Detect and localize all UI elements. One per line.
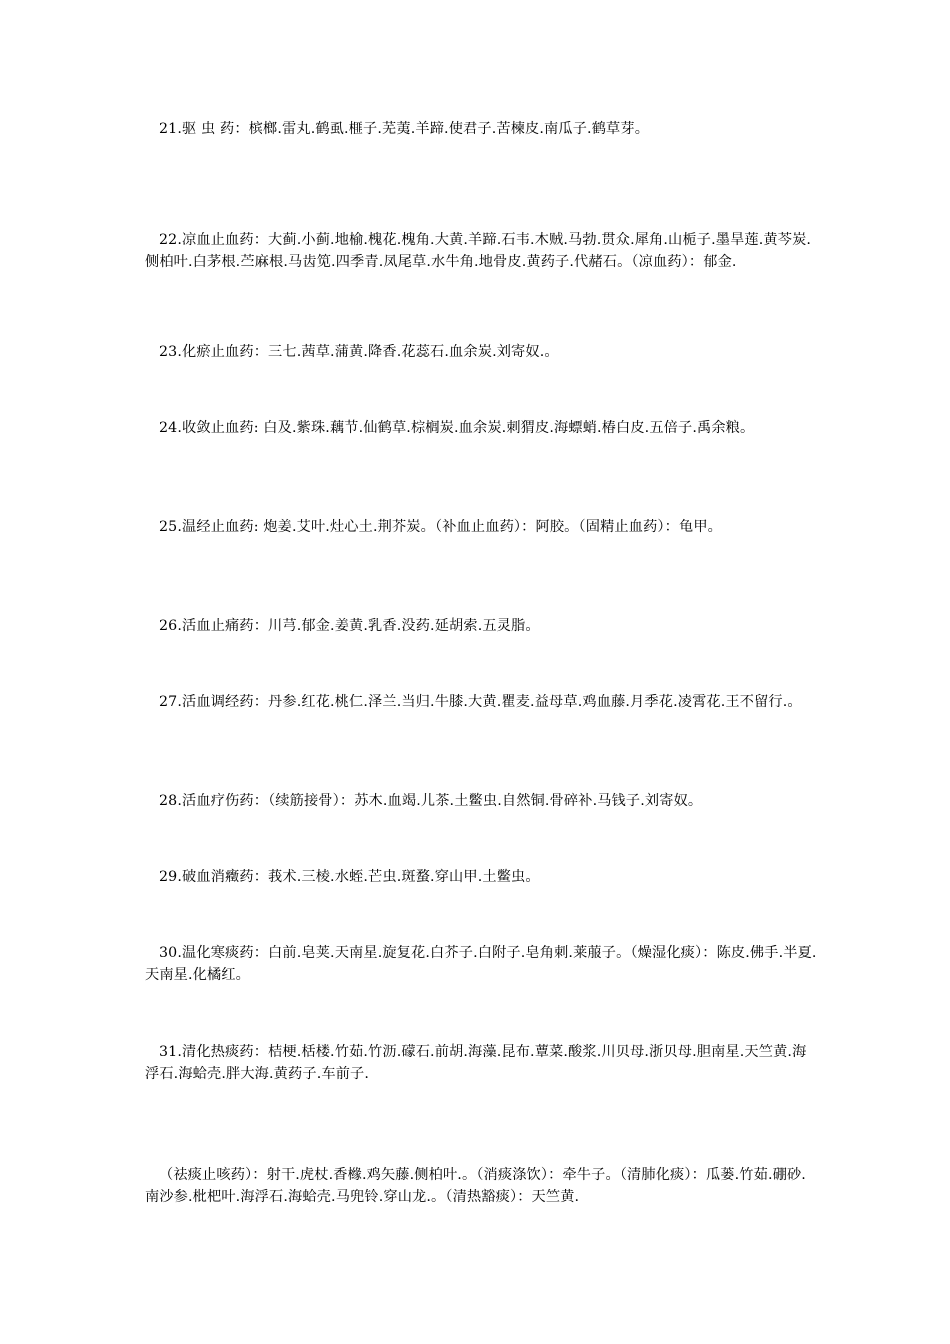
paragraph-23-stasis-hemostatics: 23.化瘀止血药：三七.茜草.蒲黄.降香.花蕊石.血余炭.刘寄奴.。 (159, 344, 559, 360)
paragraph-21-anthelmintics: 21.驱 虫 药：槟榔.雷丸.鹤虱.榧子.芜荑.羊蹄.使君子.苦楝皮.南瓜子.鹤草芽。 (159, 121, 650, 137)
paragraph-31-heat-phlegm-herbs: 31.清化热痰药：桔梗.栝楼.竹茹.竹沥.礞石.前胡.海藻.昆布.蕈菜.酸浆.川贝母.浙贝母.胆南星.天竺黄.海浮石.海蛤壳.胖大海.黄药子.车前子. (145, 1044, 807, 1082)
paragraph-29-mass-resolving-herbs: 29.破血消癥药：莪术.三棱.水蛭.芒虫.斑蝥.穿山甲.土鳖虫。 (159, 869, 540, 885)
paragraph-28-injury-healing-herbs: 28.活血疗伤药：（续筋接骨）：苏木.血竭.儿茶.土鳖虫.自然铜.骨碎补.马钱子.刘寄奴。 (159, 793, 703, 809)
paragraph-26-pain-relieving-herbs: 26.活血止痛药：川芎.郁金.姜黄.乳香.没药.延胡索.五灵脂。 (159, 618, 540, 634)
paragraph-24-astringent-hemostatics: 24.收敛止血药: 白及.紫珠.藕节.仙鹤草.棕榈炭.血余炭.刺猬皮.海螵蛸.椿白皮.五倍子.禹余粮。 (159, 420, 755, 436)
paragraph-22-cooling-hemostatics: 22.凉血止血药：大蓟.小蓟.地榆.槐花.槐角.大黄.羊蹄.石韦.木贼.马勃.贯众.犀角.山栀子.墨旱莲.黄芩炭.侧柏叶.白茅根.苎麻根.马齿笕.四季青.凤尾草.水牛角.地骨皮.黄药子.代赭石。（凉血药）：郁金. (145, 232, 812, 270)
paragraph-27-menstrual-regulating-herbs: 27.活血调经药：丹参.红花.桃仁.泽兰.当归.牛膝.大黄.瞿麦.益母草.鸡血藤.月季花.凌霄花.王不留行.。 (159, 694, 802, 710)
paragraph-25-warming-hemostatics: 25.温经止血药: 炮姜.艾叶.灶心土.荆芥炭。（补血止血药）：阿胶。（固精止血药）：龟甲。 (159, 519, 723, 535)
paragraph-cough-and-phlegm-notes: （祛痰止咳药）：射干.虎杖.香橼.鸡矢藤.侧柏叶.。（消痰涤饮）：牵牛子。（清肺化痰）：瓜蒌.竹茹.硼砂.南沙参.枇杷叶.海浮石.海蛤壳.马兜铃.穿山龙.。（清热豁痰）：天竺黄. (145, 1167, 806, 1205)
paragraph-30-cold-phlegm-herbs: 30.温化寒痰药：白前.皂荚.天南星.旋复花.白芥子.白附子.皂角刺.莱菔子。（燥湿化痰）：陈皮.佛手.半夏.天南星.化橘红。 (145, 945, 817, 983)
